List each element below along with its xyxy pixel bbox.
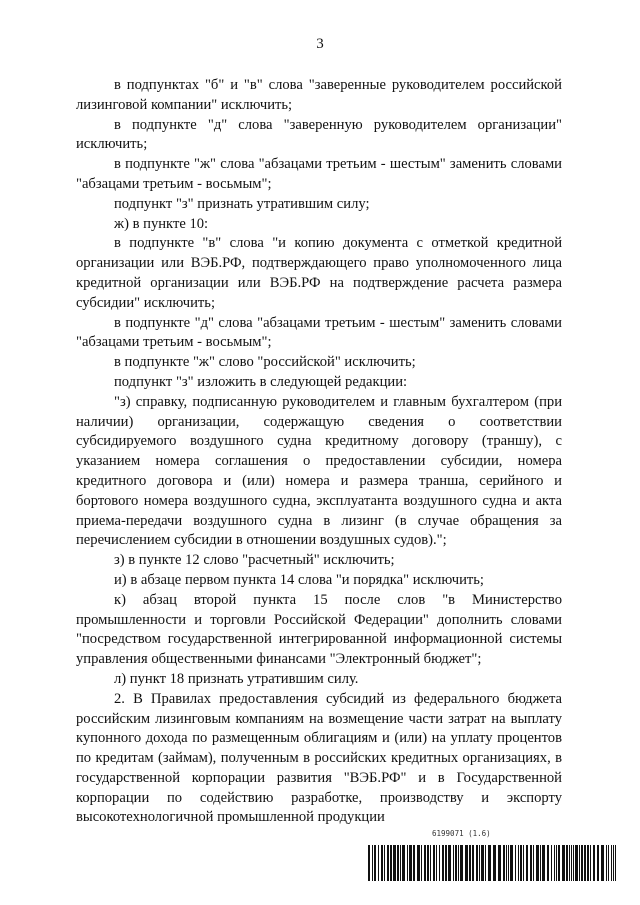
paragraph: в подпункте "д" слова "абзацами третьим - шестым" заменить словами "абзацами третьим - восьмым"; [76,314,562,351]
paragraph: в подпунктах "б" и "в" слова "заверенные руководителем российской лизинговой компании" исключить; [76,77,562,113]
document-body [76,76,562,828]
page-number: 3 [316,36,324,52]
paragraph: и) в абзаце первом пункта 14 слова "и порядка" исключить; [114,571,484,588]
paragraph: подпункт "з" признать утратившим силу; [114,195,370,212]
paragraph: з) в пункте 12 слово "расчетный" исключить; [114,552,395,569]
paragraph: в подпункте "ж" слово "российской" исключить; [114,354,416,371]
paragraph: 2. В Правилах предоставления субсидий из федерального бюджета российским лизинговым компаниям на возмещение части затрат на выплату купонного дохода по размещенным облигациям и (или) на уплату процентов по кредитам (займам), полученным в российских кредитных организациях, в государственной корпорации развития "ВЭБ.РФ" и в Государственной корпорации по содействию разработке, производству и экспорту высокотехнологичной промышленной продукции [76,690,562,826]
paragraph: "з) справку, подписанную руководителем и главным бухгалтером (при наличии) организации, содержащую сведения о соответствии субсидируемого воздушного судна кредитному договору (траншу), с указанием номера соглашения о предоставлении субсидии, номера кредитного договора и (или) номера и размера транша, серийного и бортового номера воздушного судна, эксплуатанта воздушного судна и акта приема-передачи воздушного судна в лизинг (в случае обращения за перечислением субсидии в отношении воздушных судов)."; [76,393,562,549]
paragraph: в подпункте "д" слова "заверенную руководителем организации" исключить; [76,116,562,153]
paragraph: ж) в пункте 10: [114,215,209,232]
document-stamp: 6199071 (1.6) [432,829,491,838]
paragraph: в подпункте "в" слова "и копию документа с отметкой кредитной организации или ВЭБ.РФ, подтверждающего право уполномоченного лица кредитной организации или ВЭБ.РФ на подтверждение расчета размера субсидии" исключить; [76,235,562,311]
paragraph: к) абзац второй пункта 15 после слов "в Министерство промышленности и торговли Российской Федерации" дополнить словами "посредством государственной интегрированной информационной системы управления общественными финансами "Электронный бюджет"; [76,591,562,668]
barcode-icon [368,845,616,881]
paragraph: подпункт "з" изложить в следующей редакции: [114,373,408,390]
paragraph: л) пункт 18 признать утратившим силу. [114,670,359,687]
paragraph: в подпункте "ж" слова "абзацами третьим - шестым" заменить словами "абзацами третьим - восьмым"; [76,156,562,192]
